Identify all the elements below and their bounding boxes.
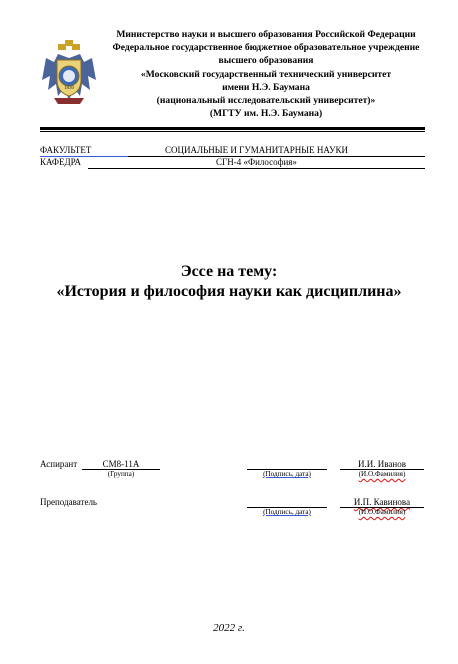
- organization-header: [108, 28, 424, 120]
- essay-title: [0, 262, 458, 302]
- header-line: Министерство науки и высшего образования Российской Федерации: [116, 29, 416, 40]
- document-year: 2022 г.: [213, 622, 245, 634]
- essay-title-line1: Эссе на тему:: [180, 263, 278, 280]
- teacher-name-text: И.П. Кавинова: [353, 497, 411, 507]
- teacher-role: Преподаватель: [40, 497, 98, 507]
- department-label: КАФЕДРА: [40, 157, 82, 167]
- teacher-sign-caption-text: (Подпись, дата): [263, 508, 311, 516]
- student-sign-caption: [247, 470, 327, 479]
- student-role: Аспирант: [40, 459, 78, 469]
- student-name: И.И. Иванов: [358, 459, 406, 469]
- faculty-value: СОЦИАЛЬНЫЕ И ГУМАНИТАРНЫЕ НАУКИ: [165, 145, 348, 155]
- teacher-name-caption-text: (И.О.Фамилия): [358, 508, 406, 516]
- student-group-caption: (Группа): [107, 470, 135, 478]
- department-value: СГН-4 «Философия»: [216, 157, 297, 167]
- header-line: высшего образования: [218, 55, 314, 67]
- department-underline: [88, 168, 425, 169]
- student-name-caption-text: (И.О.Фамилия): [358, 470, 406, 478]
- header-line: (национальный исследовательский университет)»: [156, 95, 376, 107]
- header-divider-thick: [40, 127, 425, 130]
- teacher-name-caption: [340, 508, 424, 517]
- header-divider-thin: [40, 131, 425, 132]
- faculty-label: ФАКУЛЬТЕТ: [40, 145, 92, 155]
- student-group: СМ8-11А: [102, 459, 140, 469]
- student-sign-caption-text: (Подпись, дата): [263, 470, 311, 478]
- header-line: Федеральное государственное бюджетное образовательное учреждение: [112, 42, 420, 54]
- department-row: [40, 157, 425, 169]
- university-crest-icon: [40, 40, 98, 106]
- svg-text:1830: 1830: [64, 86, 74, 91]
- header-line: (МГТУ им. Н.Э. Баумана): [209, 108, 323, 120]
- header-line: имени Н.Э. Баумана: [222, 81, 310, 93]
- header-line: «Московский государственный технический университет: [140, 68, 392, 80]
- essay-title-line2: «История и философия науки как дисциплина»: [56, 283, 402, 300]
- teacher-sign-caption: [247, 508, 327, 517]
- faculty-row: [40, 145, 425, 157]
- student-name-caption: [340, 470, 424, 479]
